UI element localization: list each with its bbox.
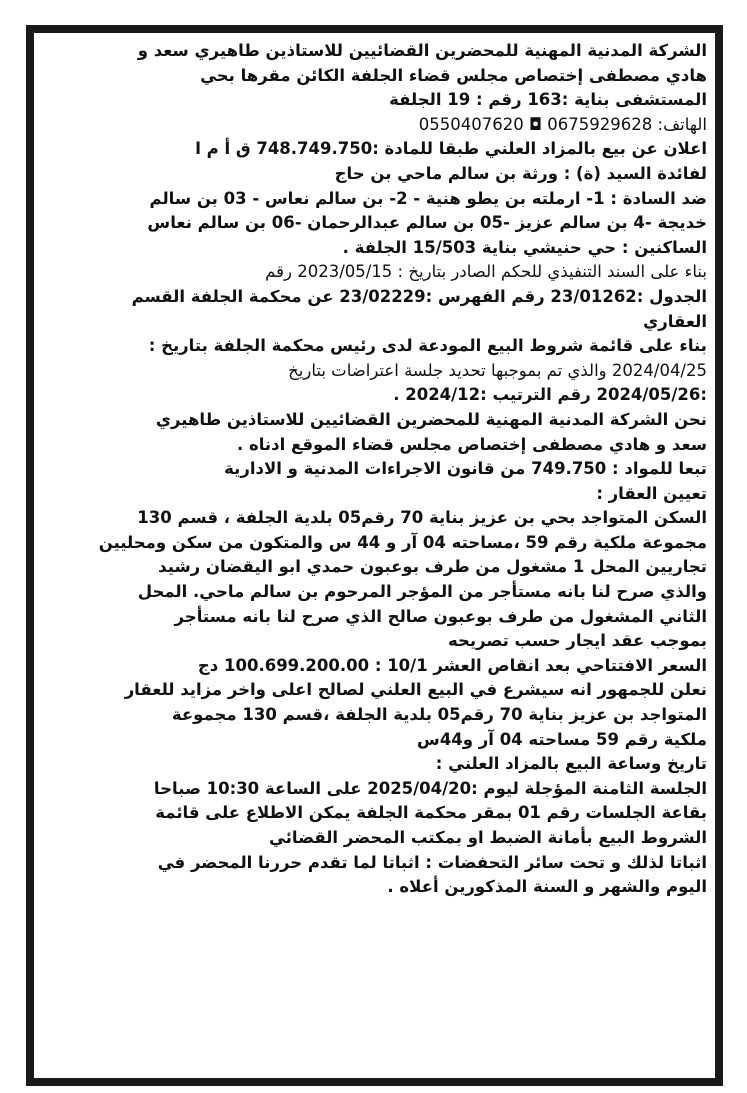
- notice-line: السعر الافتتاحي بعد انقاص العشر 10/1 : 100.699.200.00 دج: [197, 655, 707, 675]
- notice-line: والذي صرح لنا بانه مستأجر من المؤجر المرحوم بن سالم ماحي. المحل: [137, 582, 707, 602]
- notice-line: المتواجد بن عزيز بناية 70 رقم05 بلدية الجلفة ،قسم 130 مجموعة: [171, 705, 707, 725]
- notice-line: الثاني المشغول من طرف بوعبون صالح الذي صرح لنا بانه مستأجر: [174, 606, 707, 626]
- phone-line: الهاتف: 0675929628 ◘ 0550407620: [418, 114, 707, 134]
- notice-line: الجدول :23/01262 رقم الفهرس :23/02229 عن محكمة الجلفة القسم: [131, 286, 707, 306]
- notice-line: اثباتا لذلك و تحت سائر التحفضات : اثباتا لما تقدم حررنا المحضر في: [157, 852, 707, 872]
- notice-line: بموجب عقد ايجار حسب تصريحه: [447, 631, 707, 651]
- notice-line: 2024/04/25 والذي تم بموجبها تحديد جلسة اعتراضات بتاريخ: [288, 360, 707, 380]
- notice-line: اليوم والشهر و السنة المذكورين أعلاه .: [387, 877, 707, 897]
- notice-line: تبعا للمواد : 749.750 من قانون الاجراءات المدنية و الادارية: [224, 459, 707, 479]
- notice-line: ملكية رقم 59 مساحته 04 آر و44س: [417, 729, 707, 749]
- notice-line: نحن الشركة المدنية المهنية للمحضرين القضائيين للاستاذين طاهيري: [155, 409, 707, 429]
- notice-frame: [26, 25, 723, 1086]
- notice-line: خديجة -4 بن سالم عزيز -05 بن سالم عبدالرحمان -06 بن سالم نعاس: [147, 213, 707, 233]
- notice-line: لفائدة السيد (ة) : ورثة بن سالم ماحي بن حاج: [334, 163, 707, 183]
- notice-line: سعد و هادي مصطفى إختصاص مجلس قضاء الموقع ادناه .: [236, 434, 707, 454]
- notice-line: بناء على قائمة شروط البيع المودعة لدى رئيس محكمة الجلفة بتاريخ :: [148, 336, 707, 356]
- notice-line: بقاعة الجلسات رقم 01 بمقر محكمة الجلفة يمكن الاطلاع على قائمة: [155, 803, 707, 823]
- notice-line: :2024/05/26 رقم الترتيب :2024/12 .: [393, 385, 707, 405]
- notice-line: نعلن للجمهور انه سيشرع في البيع العلني لصالح اعلى واخر مزايد للعقار: [124, 680, 707, 700]
- notice-line: المستشفى بناية :163 رقم : 19 الجلفة: [389, 90, 707, 110]
- notice-line: الشركة المدنية المهنية للمحضرين القضائيين للاستاذين طاهيري سعد و: [137, 41, 707, 60]
- notice-line: تجاريين المحل 1 مشغول من طرف بوعبون حمدي ابو اليقضان رشيد: [158, 557, 707, 577]
- notice-line: السكن المتواجد بحي بن عزيز بناية 70 رقم05 بلدية الجلفة ، قسم 130: [137, 508, 707, 528]
- notice-line: تاريخ وساعة البيع بالمزاد العلني :: [435, 754, 707, 774]
- notice-line: هادي مصطفى إختصاص مجلس قضاء الجلفة الكائن مقرها بحي: [200, 65, 707, 85]
- notice-line: اعلان عن بيع بالمزاد العلني طبقا للمادة :748.749.750 ق أ م ا: [195, 139, 707, 159]
- notice-line: ضد السادة : 1- ارملته بن يطو هنية - 2- بن سالم نعاس - 03 بن سالم: [149, 188, 707, 208]
- notice-line: الشروط البيع بأمانة الضبط او بمكتب المحضر القضائي: [269, 828, 707, 847]
- notice-line: الجلسة الثامنة المؤجلة ليوم :2025/04/20 على الساعة 10:30 صباحا: [153, 778, 707, 798]
- notice-line: العقاري: [643, 311, 707, 331]
- notice-line: بناء على السند التنفيذي للحكم الصادر بتاريخ : 2023/05/15 رقم: [265, 262, 707, 282]
- auction-notice-text: [42, 39, 707, 1074]
- notice-line: الساكنين : حي حنيشي بناية 15/503 الجلفة .: [342, 237, 707, 257]
- notice-line: مجموعة ملكية رقم 59 ،مساحته 04 آر و 44 س والمتكون من سكن ومحليين: [98, 532, 707, 552]
- notice-line: تعيين العقار :: [596, 483, 707, 503]
